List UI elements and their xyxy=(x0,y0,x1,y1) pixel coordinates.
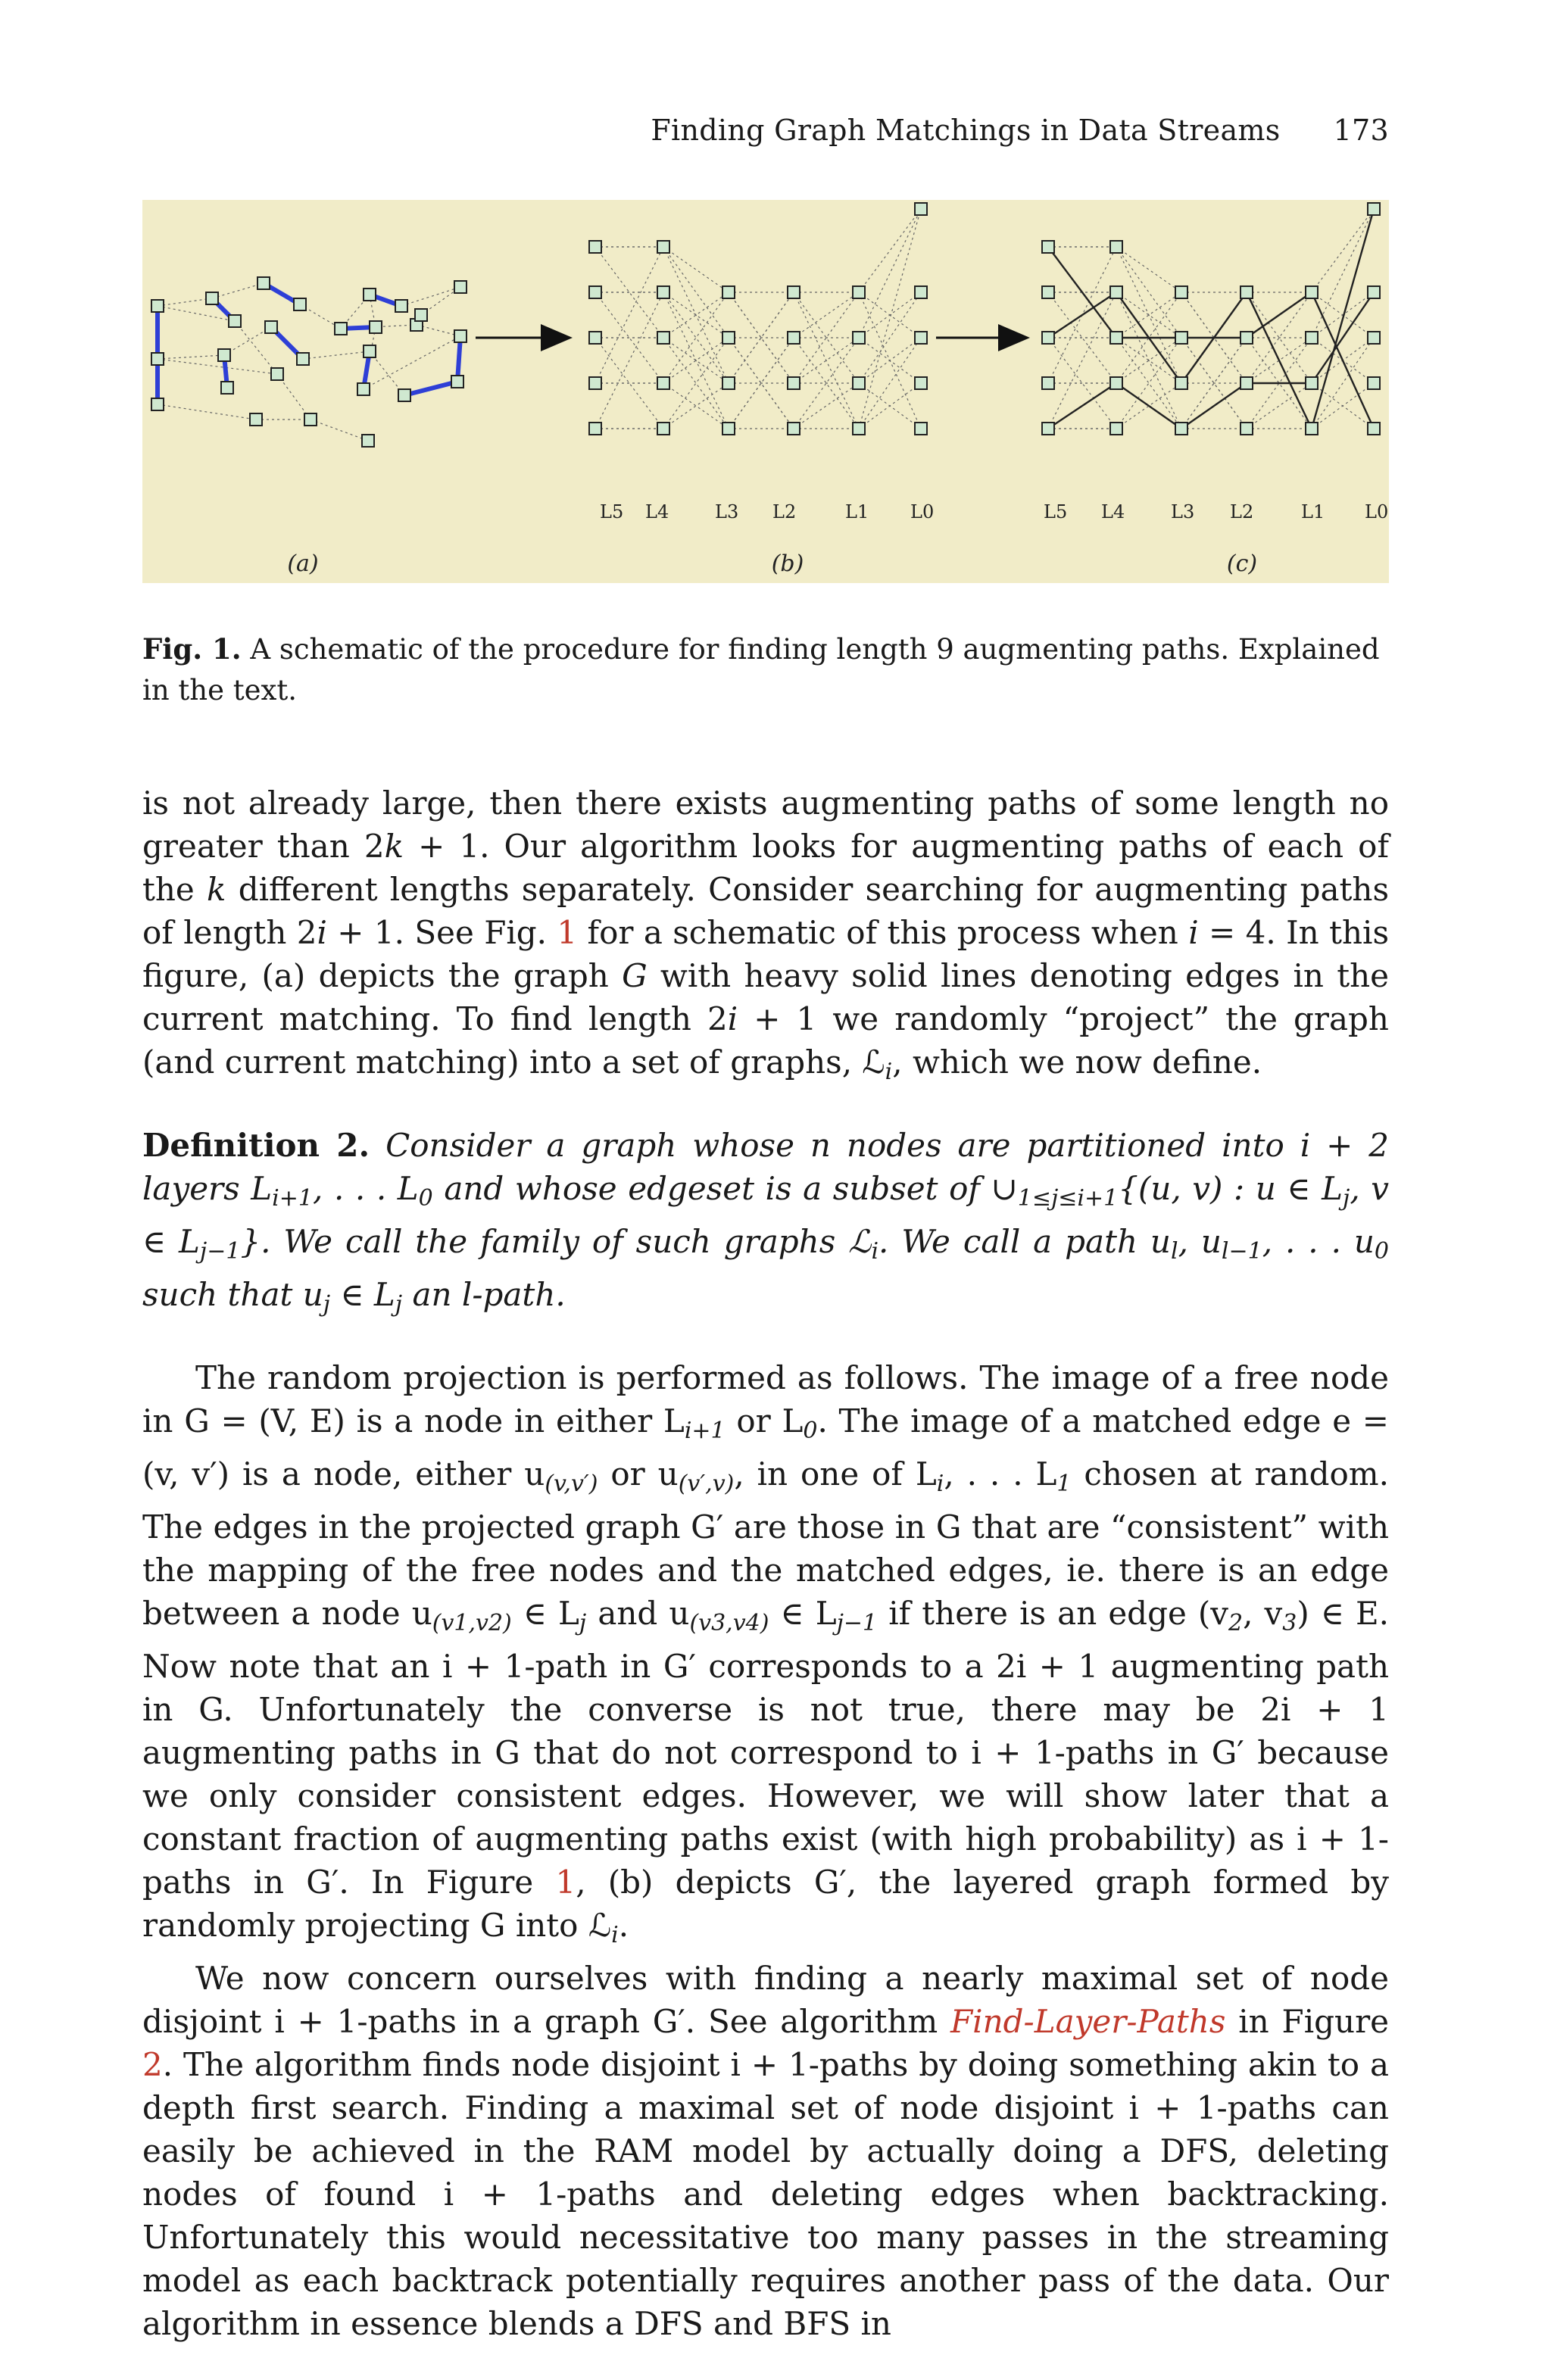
figure-1 xyxy=(142,200,1389,583)
graph-a-node xyxy=(395,300,407,312)
graph-b-node xyxy=(589,286,601,298)
graph-b-node xyxy=(788,423,800,435)
graph-a-node xyxy=(218,349,230,361)
graph-a-node xyxy=(454,330,467,342)
layer-label-b-5: L0 xyxy=(910,501,935,522)
paragraph-3: We now concern ourselves with finding a nearly maximal set of node disjoint i + 1-paths in a graph G′. See algorithm Find-Layer-Paths in Figure 2. The algorithm finds node disjoint i + 1-paths by doing something akin to a depth first search. Finding a maximal set of node disjoint i + 1-paths can easily be achieved in the RAM model by actually doing a DFS, deleting nodes of found i + 1-paths and deleting edges when backtracking. Unfortunately this would necessitative too many passes in the streaming model as each backtrack potentially requires another pass of the data. Our algorithm in essence blends a DFS and BFS in xyxy=(142,1960,1389,2342)
graph-c-node xyxy=(1175,332,1187,344)
graph-c-node xyxy=(1042,332,1054,344)
graph-a-node xyxy=(304,413,317,426)
graph-a-node xyxy=(335,323,347,335)
graph-c-node xyxy=(1042,377,1054,389)
graph-b-node xyxy=(853,423,865,435)
graph-b-node xyxy=(788,332,800,344)
graph-b-node xyxy=(657,423,669,435)
graph-b-node xyxy=(589,377,601,389)
graph-b-node xyxy=(915,203,927,215)
graph-b-node xyxy=(853,377,865,389)
graph-a-node xyxy=(151,300,164,312)
layer-label-b-0: L5 xyxy=(600,501,624,522)
graph-b-node xyxy=(853,286,865,298)
graph-b-node xyxy=(657,286,669,298)
figure-background xyxy=(142,200,1389,583)
graph-b-node xyxy=(589,332,601,344)
running-title: Finding Graph Matchings in Data Streams xyxy=(651,114,1281,147)
graph-c-node xyxy=(1110,377,1122,389)
layer-label-b-4: L1 xyxy=(845,501,869,522)
paragraph-2: The random projection is performed as follows. The image of a free node in G = (V, E) is a node in either $L_{i+1}$ or $L_0$. The image of a matched edge e = (v, v′) is a node, either $u_{(v,v')}$ or $u_{(v',v)}$, in one of $L_i$, . . . $L_1$ chosen at random. The edges in the projected graph G′ are those in G that are “consistent” with the mapping of the free nodes and the matched edges, ie. there is an edge between a node $u_{(v1,v2)}$ ∈ $L_j$ and $u_{(v3,v4)}$ ∈ $L_{j-1}$ if there is an edge ($v_2$, $v_3$) ∈ E. Now note that an i + 1-path in G′ corresponds to a 2i + 1 augmenting path in G. Unfortunately the converse is not true, there may be 2i + 1 augmenting paths in G that do not correspond to i + 1-paths in G′ because we only consider consistent edges. However, we will show later that a constant fraction of augmenting paths exist (with high probability) as i + 1-paths in G′. In Figure 1, (b) depicts G′, the layered graph formed by randomly projecting G into ℒ$_i$. xyxy=(142,1359,1390,1948)
graph-c-node xyxy=(1240,377,1253,389)
graph-c-node xyxy=(1368,423,1380,435)
graph-c-node xyxy=(1306,332,1318,344)
graph-c-node xyxy=(1368,332,1380,344)
graph-a-node xyxy=(151,398,164,410)
graph-a-node xyxy=(364,289,376,301)
figure-1-ref-2[interactable]: 1 xyxy=(555,1864,576,1901)
panel-label-a: (a) xyxy=(287,551,319,577)
figure-1-ref[interactable]: 1 xyxy=(557,914,578,951)
graph-b-node xyxy=(722,377,735,389)
graph-b-node xyxy=(657,241,669,253)
graph-a-node xyxy=(271,368,283,380)
running-header xyxy=(142,114,1389,147)
graph-c-node xyxy=(1110,286,1122,298)
layer-label-c-5: L0 xyxy=(1365,501,1389,522)
graph-a-node xyxy=(206,292,218,304)
graph-c-node xyxy=(1368,377,1380,389)
graph-b-node xyxy=(915,286,927,298)
graph-a-node xyxy=(364,345,376,357)
graph-a-node xyxy=(362,435,374,447)
graph-a-node xyxy=(451,376,463,388)
graph-b-node xyxy=(722,332,735,344)
graph-c-node xyxy=(1042,286,1054,298)
body-text xyxy=(142,781,1389,2345)
graph-b-node xyxy=(589,241,601,253)
graph-c-node xyxy=(1110,332,1122,344)
layer-label-c-0: L5 xyxy=(1044,501,1068,522)
layer-label-b-2: L3 xyxy=(715,501,739,522)
graph-a-node xyxy=(265,321,277,333)
graph-b-node xyxy=(915,332,927,344)
layer-label-c-2: L3 xyxy=(1171,501,1195,522)
graph-a-node xyxy=(398,389,410,401)
graph-b-node xyxy=(788,286,800,298)
graph-a-node xyxy=(250,413,262,426)
caption-text: A schematic of the procedure for finding length 9 augmenting paths. Explained in the text. xyxy=(142,633,1380,707)
graph-c-node xyxy=(1306,286,1318,298)
graph-c-node xyxy=(1110,423,1122,435)
graph-a-node xyxy=(257,277,270,289)
graph-c-node xyxy=(1175,423,1187,435)
graph-a-node xyxy=(357,383,370,395)
graph-c-node xyxy=(1240,332,1253,344)
graph-b-node xyxy=(657,377,669,389)
graph-c-node xyxy=(1042,241,1054,253)
graph-a-node xyxy=(151,353,164,365)
panel-label-c: (c) xyxy=(1226,551,1258,577)
layer-label-c-1: L4 xyxy=(1101,501,1125,522)
graph-c-node xyxy=(1240,286,1253,298)
graph-b-node xyxy=(853,332,865,344)
graph-a-node xyxy=(297,353,309,365)
graph-a-node xyxy=(415,309,427,321)
figure-1-graphic xyxy=(142,200,1389,583)
layer-label-b-3: L2 xyxy=(772,501,797,522)
graph-a-node xyxy=(229,315,241,327)
figure-caption xyxy=(142,629,1389,711)
graph-c-node xyxy=(1110,241,1122,253)
caption-label: Fig. 1. xyxy=(142,632,242,666)
graph-c-node xyxy=(1368,203,1380,215)
graph-b-node xyxy=(722,286,735,298)
layer-label-c-4: L1 xyxy=(1301,501,1325,522)
graph-c-node xyxy=(1306,423,1318,435)
graph-c-node xyxy=(1042,423,1054,435)
figure-2-ref[interactable]: 2 xyxy=(142,2046,163,2083)
graph-a-node xyxy=(370,321,382,333)
graph-b-node xyxy=(722,423,735,435)
graph-a-node xyxy=(294,298,306,310)
panel-label-b: (b) xyxy=(771,551,804,577)
graph-b-node xyxy=(915,423,927,435)
graph-c-node xyxy=(1306,377,1318,389)
graph-c-node xyxy=(1240,423,1253,435)
graph-c-node xyxy=(1175,377,1187,389)
graph-b-node xyxy=(589,423,601,435)
layer-label-c-3: L2 xyxy=(1230,501,1254,522)
paragraph-1: is not already large, then there exists augmenting paths of some length no greater than 2k + 1. Our algorithm looks for augmenting paths of each of the k different lengths separately. Consider searching for augmenting paths of length 2i + 1. See Fig. 1 for a schematic of this process when i = 4. In this figure, (a) depicts the graph G with heavy solid lines denoting edges in the current matching. To find length 2i + 1 we randomly “project” the graph (and current matching) into a set of graphs, ℒ$_i$, which we now define. xyxy=(142,784,1390,1085)
algorithm-link[interactable]: Find-Layer-Paths xyxy=(950,2003,1226,2040)
graph-b-node xyxy=(657,332,669,344)
graph-c-node xyxy=(1368,286,1380,298)
graph-a-node xyxy=(221,382,233,394)
graph-b-node xyxy=(915,377,927,389)
page-number: 173 xyxy=(1333,114,1389,147)
definition-2: Definition 2. Consider a graph whose n nodes are partitioned into i + 2 layers $L_{i+1}$, . . . $L_0$ and whose edgeset is a subset of $\cup_{1\le j\le i+1}\{(u$, v) : u ∈ $L_j$, v ∈ $L_{j-1}$}. We call the family of such graphs ℒ$_i$. We call a path $u_l$, $u_{l-1}$, . . . $u_0$ such that $u_j$ ∈ $L_j$ an l-path. xyxy=(142,1127,1389,1318)
graph-c-node xyxy=(1175,286,1187,298)
graph-b-node xyxy=(788,377,800,389)
graph-a-node xyxy=(454,281,467,293)
layer-label-b-1: L4 xyxy=(645,501,669,522)
